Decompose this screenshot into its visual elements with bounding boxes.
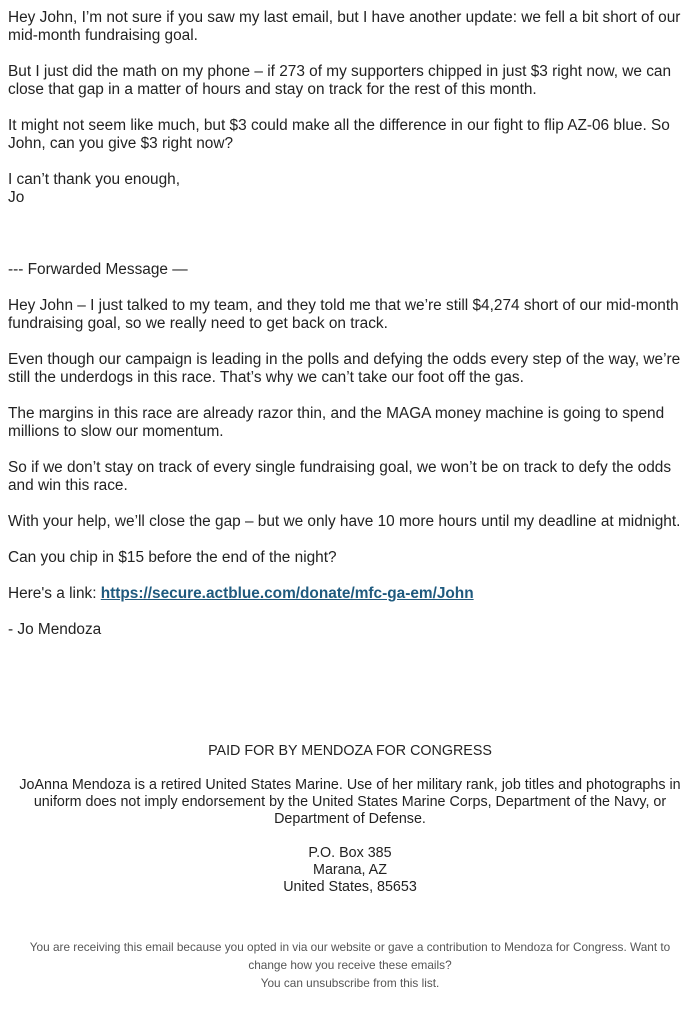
- closing-thanks: I can’t thank you enough,: [8, 171, 180, 188]
- mailing-address: [8, 845, 692, 896]
- forwarded-header: --- Forwarded Message —: [8, 261, 188, 278]
- forwarded-paragraph-2: Even though our campaign is leading in the polls and defying the odds every step of the way, we’re still the underdogs in this race. That’s why we can’t take our foot off the gas.: [8, 351, 681, 386]
- intro-paragraph-3: It might not seem like much, but $3 could make all the difference in our fight to flip AZ-06 blue. So John, can you give $3 right now?: [8, 117, 670, 152]
- address-line-2: Marana, AZ: [313, 862, 387, 878]
- signoff: - Jo Mendoza: [8, 621, 102, 638]
- closing-signature: [8, 171, 692, 207]
- receiving-notice: You are receiving this email because you opted in via our website or gave a contribution to Mendoza for Congress. Want to change how you receive these emails?: [29, 940, 671, 972]
- forwarded-paragraph-6: Can you chip in $15 before the end of the night?: [8, 549, 337, 566]
- military-disclaimer: JoAnna Mendoza is a retired United States Marine. Use of her military rank, job titles and photographs in uniform does not imply endorsement by the United States Marine Corps, Department of the Navy, or Department of Defense.: [19, 777, 681, 827]
- intro-paragraph-1: Hey John, I’m not sure if you saw my last email, but I have another update: we fell a bit short of our mid-month fundraising goal.: [8, 9, 681, 44]
- forwarded-paragraph-3: The margins in this race are already razor thin, and the MAGA money machine is going to spend millions to slow our momentum.: [8, 405, 665, 440]
- address-line-1: P.O. Box 385: [308, 845, 392, 861]
- intro-paragraph-2: But I just did the math on my phone – if 273 of my supporters chipped in just $3 right now, we can close that gap in a matter of hours and stay on track for the rest of this month.: [8, 63, 672, 98]
- donate-link[interactable]: https://secure.actblue.com/donate/mfc-ga-em/John: [100, 585, 474, 602]
- forwarded-paragraph-1: Hey John – I just talked to my team, and they told me that we’re still $4,274 short of our mid-month fundraising goal, so we really need to get back on track.: [8, 297, 679, 332]
- link-prefix: Here's a link:: [8, 585, 101, 602]
- donate-link-paragraph: [8, 585, 692, 603]
- unsubscribe-link[interactable]: You can unsubscribe from this list.: [260, 976, 440, 990]
- forwarded-paragraph-4: So if we don’t stay on track of every single fundraising goal, we won’t be on track to defy the odds and win this race.: [8, 459, 672, 494]
- legal-notice: [8, 938, 692, 992]
- paid-for-notice: PAID FOR BY MENDOZA FOR CONGRESS: [208, 743, 492, 759]
- footer: [8, 743, 692, 896]
- closing-name: Jo: [8, 189, 25, 206]
- forwarded-paragraph-5: With your help, we’ll close the gap – but we only have 10 more hours until my deadline at midnight.: [8, 513, 681, 530]
- address-line-3: United States, 85653: [283, 879, 417, 895]
- email-body: [8, 9, 692, 639]
